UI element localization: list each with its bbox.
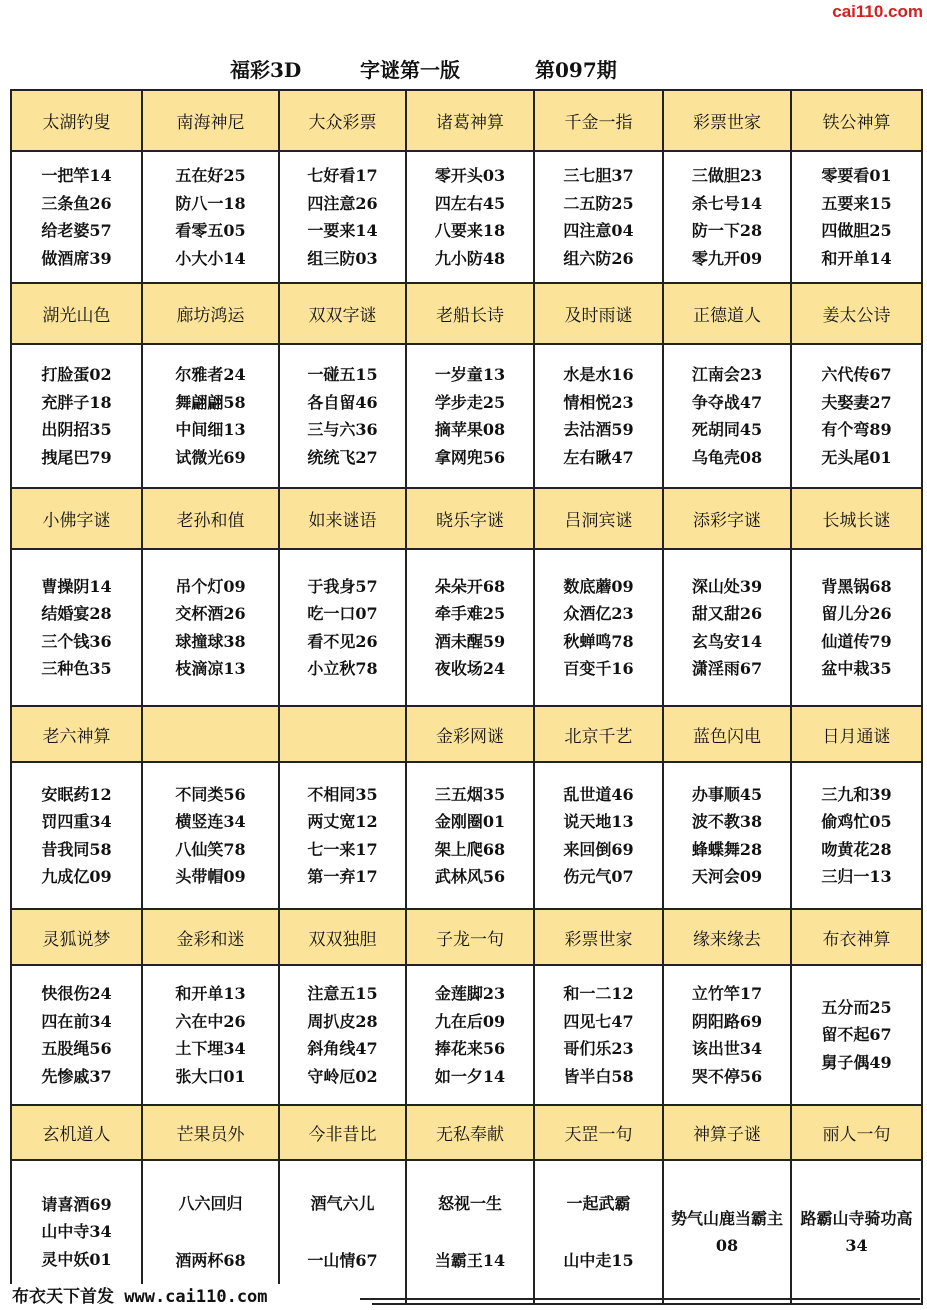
riddle-line: 学步走25: [434, 392, 506, 412]
riddle-line: 请喜酒69: [41, 1194, 112, 1214]
riddle-line: 拽尾巴79: [41, 447, 112, 467]
riddle-line: 乱世道46: [563, 784, 634, 804]
riddle-line: 和一二12: [563, 984, 634, 1003]
riddle-cell: [143, 966, 280, 1106]
riddle-line: 各自留46: [307, 392, 378, 412]
author-heading: 湖光山色: [12, 284, 143, 345]
riddle-cell: [407, 1161, 535, 1305]
riddle-line: 百变千16: [563, 659, 634, 678]
riddle-cell: [12, 345, 143, 489]
riddle-line: 曹操阴14: [41, 576, 112, 596]
riddle-line: 争夺战47: [691, 392, 763, 412]
riddle-line: 球撞球38: [175, 631, 246, 651]
riddle-cell: [143, 763, 280, 910]
riddle-line: 舞翩翩58: [175, 392, 246, 412]
riddle-cell: [664, 966, 792, 1106]
riddle-line: 不相同35: [307, 784, 378, 804]
riddle-line: 三做胆23: [691, 166, 763, 185]
riddle-table: [10, 89, 923, 1303]
riddle-line: 山中走15: [563, 1250, 634, 1270]
author-heading: 北京千艺: [535, 707, 664, 763]
riddle-line: 众酒亿23: [563, 604, 634, 623]
riddle-line: 于我身57: [307, 576, 378, 596]
author-heading: 千金一指: [535, 91, 664, 152]
riddle-cell: [664, 345, 792, 489]
riddle-line: 八要来18: [434, 221, 506, 240]
riddle-line: 数底蘑09: [563, 576, 634, 596]
riddle-line: 舅子偶49: [821, 1052, 892, 1072]
riddle-line: 金莲脚23: [434, 984, 506, 1003]
riddle-line: 先惨戚37: [41, 1066, 112, 1086]
riddle-line: 武林风56: [434, 867, 506, 886]
riddle-line: 五要来15: [821, 193, 892, 213]
riddle-cell: [535, 763, 664, 910]
riddle-line: 五在好25: [175, 166, 246, 185]
riddle-cell: [792, 550, 923, 707]
author-heading: 金彩和迷: [143, 910, 280, 966]
header-row: [12, 91, 923, 152]
riddle-cell: [280, 152, 407, 284]
riddle-line: 四在前34: [41, 1011, 112, 1031]
riddle-line: 怒视一生: [437, 1194, 502, 1213]
riddle-line: 三种色35: [41, 659, 112, 678]
riddle-line: 快很伤24: [41, 984, 112, 1003]
author-heading: 老孙和值: [143, 489, 280, 550]
riddle-line: 充胖子18: [41, 392, 112, 412]
header-row: [12, 707, 923, 763]
riddle-line: 四左右45: [434, 193, 506, 213]
riddle-row: [12, 763, 923, 910]
riddle-line: 四注意04: [563, 221, 634, 240]
riddle-line: 天河会09: [691, 867, 763, 886]
riddle-line: 说天地13: [563, 812, 634, 831]
riddle-line: 酒气六儿: [310, 1194, 375, 1213]
riddle-cell: [792, 966, 923, 1106]
riddle-line: 秋蝉鸣78: [563, 631, 634, 651]
riddle-cell: [143, 550, 280, 707]
author-heading: 小佛字谜: [12, 489, 143, 550]
riddle-line: 伤元气07: [563, 867, 634, 886]
riddle-line: 注意五15: [307, 984, 378, 1003]
riddle-line: 留儿分26: [821, 604, 892, 623]
riddle-cell: [792, 152, 923, 284]
author-heading: 吕洞宾谜: [535, 489, 664, 550]
riddle-line: 皆半白58: [563, 1066, 634, 1086]
author-heading: 神算子谜: [664, 1106, 792, 1161]
author-heading: 缘来缘去: [664, 910, 792, 966]
riddle-line: 零要看01: [821, 166, 892, 185]
riddle-line: 哥们乐23: [563, 1039, 634, 1058]
author-heading: 大众彩票: [280, 91, 407, 152]
riddle-line: 拿网兜56: [434, 447, 506, 467]
riddle-cell: [535, 152, 664, 284]
riddle-cell: [792, 345, 923, 489]
author-heading: 金彩网谜: [407, 707, 535, 763]
author-heading: 彩票世家: [535, 910, 664, 966]
author-heading: 布衣神算: [792, 910, 923, 966]
riddle-line: 组三防03: [307, 248, 378, 268]
riddle-cell: [535, 345, 664, 489]
riddle-line: 组六防26: [563, 248, 634, 268]
riddle-line: 八仙笑78: [175, 839, 246, 859]
riddle-line: 灵中妖01: [41, 1249, 112, 1269]
edition-title: 字谜第一版: [360, 58, 460, 82]
riddle-cell: [407, 550, 535, 707]
riddle-line: 留不起67: [821, 1025, 892, 1045]
footer-credit: 布衣天下首发 www.cai110.com: [0, 1284, 372, 1310]
author-heading: 无私奉献: [407, 1106, 535, 1161]
riddle-line: 吻黄花28: [821, 839, 892, 859]
riddle-line: 三归一13: [821, 867, 892, 886]
riddle-line: 看不见26: [307, 631, 378, 651]
riddle-line: 三条鱼26: [41, 193, 112, 213]
riddle-cell: [535, 1161, 664, 1305]
riddle-line: 三个钱36: [41, 631, 112, 651]
riddle-line: 尔雅者24: [175, 365, 246, 384]
author-heading: 诸葛神算: [407, 91, 535, 152]
riddle-line: 给老婆57: [41, 221, 112, 240]
riddle-line: 守岭厄02: [307, 1066, 378, 1086]
riddle-cell: [280, 550, 407, 707]
riddle-line: 去沽酒59: [563, 420, 634, 439]
riddle-line: 该出世34: [691, 1039, 763, 1058]
riddle-row: [12, 966, 923, 1106]
riddle-line: 当霸王14: [434, 1250, 506, 1270]
riddle-line: 夫娶妻27: [821, 392, 892, 412]
riddle-line: 一把竿14: [41, 166, 112, 185]
riddle-line: 一岁童13: [434, 365, 506, 384]
riddle-row: [12, 550, 923, 707]
riddle-line: 周扒皮28: [307, 1011, 378, 1031]
header-row: [12, 489, 923, 550]
riddle-line: 五分而25: [821, 997, 892, 1017]
riddle-line: 安眠药12: [41, 784, 112, 804]
riddle-line: 一起武霸: [566, 1194, 631, 1213]
header-row: [12, 1106, 923, 1161]
riddle-line: 情相悦23: [563, 392, 634, 412]
riddle-cell: [407, 152, 535, 284]
author-heading: 蓝色闪电: [664, 707, 792, 763]
riddle-cell: [664, 763, 792, 910]
riddle-line: 二五防25: [563, 193, 634, 213]
riddle-line: 有个弯89: [821, 420, 892, 439]
riddle-line: 朵朵开68: [434, 576, 506, 596]
author-heading: [143, 707, 280, 763]
riddle-line: 甜又甜26: [691, 604, 763, 623]
author-heading: 长城长谜: [792, 489, 923, 550]
riddle-line: 小大小14: [175, 248, 246, 268]
author-heading: 太湖钓叟: [12, 91, 143, 152]
author-heading: 天罡一句: [535, 1106, 664, 1161]
author-heading: 子龙一句: [407, 910, 535, 966]
riddle-line: 酒两杯68: [175, 1250, 246, 1270]
riddle-line: 摘苹果08: [434, 420, 506, 439]
riddle-line: 零开头03: [434, 166, 506, 185]
riddle-line: 斜角线47: [307, 1039, 378, 1058]
riddle-line: 六在中26: [175, 1011, 246, 1031]
riddle-line: 一要来14: [307, 221, 378, 240]
riddle-line: 玄鸟安14: [691, 631, 763, 651]
riddle-cell: [12, 550, 143, 707]
riddle-line: 夜收场24: [434, 659, 506, 678]
riddle-line: 杀七号14: [691, 193, 763, 213]
author-heading: 灵狐说梦: [12, 910, 143, 966]
riddle-line: 九成亿09: [41, 867, 112, 886]
riddle-line: 吊个灯09: [175, 576, 246, 596]
riddle-line: 试微光69: [175, 447, 246, 467]
riddle-line: 三五烟35: [434, 784, 506, 804]
author-heading: 如来谜语: [280, 489, 407, 550]
riddle-line: 盆中栽35: [821, 659, 892, 678]
riddle-cell: [535, 966, 664, 1106]
riddle-line: 架上爬68: [434, 839, 506, 859]
riddle-line: 昔我同58: [41, 839, 112, 859]
riddle-line: 四做胆25: [821, 221, 892, 240]
riddle-line: 波不教38: [691, 812, 763, 831]
author-heading: 双双字谜: [280, 284, 407, 345]
riddle-line: 不同类56: [175, 784, 246, 804]
header-row: [12, 284, 923, 345]
author-heading: 日月通谜: [792, 707, 923, 763]
riddle-line: 偷鸡忙05: [821, 812, 892, 831]
riddle-line: 打脸蛋02: [41, 365, 112, 384]
riddle-cell: [143, 152, 280, 284]
footer-divider: [360, 1298, 920, 1300]
riddle-line: 九小防48: [434, 248, 506, 268]
author-heading: 廊坊鸿运: [143, 284, 280, 345]
riddle-line: 酒未醒59: [434, 631, 506, 651]
riddle-line: 和开单14: [821, 248, 892, 268]
author-heading: 及时雨谜: [535, 284, 664, 345]
riddle-cell: [12, 763, 143, 910]
riddle-line: 七好看17: [307, 166, 378, 185]
author-heading: 彩票世家: [664, 91, 792, 152]
riddle-line: 无头尾01: [821, 447, 892, 467]
riddle-line: 张大口01: [175, 1066, 246, 1086]
riddle-cell: [280, 345, 407, 489]
riddle-line: 三九和39: [821, 784, 892, 804]
riddle-line: 阴阳路69: [691, 1011, 763, 1031]
author-heading: 丽人一句: [792, 1106, 923, 1161]
riddle-cell: [535, 550, 664, 707]
riddle-line: 中间细13: [175, 420, 246, 439]
riddle-line: 路霸山寺骑功高34: [800, 1209, 913, 1255]
issue-number: 第097期: [535, 58, 617, 82]
site-watermark: cai110.com: [832, 2, 923, 21]
riddle-line: 看零五05: [175, 221, 246, 240]
riddle-line: 七一来17: [307, 839, 378, 859]
riddle-line: 深山处39: [691, 576, 763, 596]
riddle-cell: [12, 152, 143, 284]
lottery-title: 福彩3D: [230, 58, 302, 82]
riddle-line: 交杯酒26: [175, 604, 246, 623]
riddle-line: 蜂蝶舞28: [691, 839, 763, 859]
page-header: [0, 50, 927, 86]
riddle-line: 六代传67: [821, 365, 892, 384]
riddle-line: 左右瞅47: [563, 447, 634, 467]
riddle-cell: [664, 152, 792, 284]
riddle-cell: [143, 345, 280, 489]
author-heading: 今非昔比: [280, 1106, 407, 1161]
riddle-line: 吃一口07: [307, 604, 378, 623]
author-heading: 铁公神算: [792, 91, 923, 152]
riddle-cell: [407, 763, 535, 910]
riddle-line: 统统飞27: [307, 447, 378, 467]
riddle-line: 四注意26: [307, 193, 378, 213]
author-heading: 玄机道人: [12, 1106, 143, 1161]
author-heading: 老船长诗: [407, 284, 535, 345]
riddle-line: 如一夕14: [434, 1066, 506, 1086]
riddle-line: 出阴招35: [41, 420, 112, 439]
riddle-line: 死胡同45: [691, 420, 763, 439]
riddle-line: 土下埋34: [175, 1039, 246, 1058]
author-heading: 南海神尼: [143, 91, 280, 152]
riddle-row: [12, 345, 923, 489]
riddle-line: 水是水16: [563, 365, 634, 384]
riddle-row: [12, 152, 923, 284]
riddle-cell: [12, 966, 143, 1106]
riddle-line: 头带帽09: [175, 867, 246, 886]
riddle-line: 枝滴凉13: [175, 659, 246, 678]
author-heading: 姜太公诗: [792, 284, 923, 345]
riddle-line: 山中寺34: [41, 1222, 112, 1242]
riddle-line: 零九开09: [691, 248, 763, 268]
riddle-line: 小立秋78: [307, 659, 378, 678]
riddle-line: 背黑锅68: [821, 576, 892, 596]
riddle-line: 四见七47: [563, 1011, 634, 1031]
riddle-cell: [792, 763, 923, 910]
riddle-cell: [664, 550, 792, 707]
riddle-line: 势气山鹿当霸主08: [670, 1209, 783, 1255]
riddle-line: 乌龟壳08: [691, 447, 763, 467]
riddle-line: 五股绳56: [41, 1039, 112, 1058]
riddle-line: 哭不停56: [691, 1066, 763, 1086]
riddle-line: 和开单13: [175, 984, 246, 1003]
riddle-line: 牵手难25: [434, 604, 506, 623]
header-row: [12, 910, 923, 966]
riddle-line: 三与六36: [307, 420, 378, 439]
riddle-cell: [792, 1161, 923, 1305]
riddle-line: 捧花来56: [434, 1039, 506, 1058]
riddle-line: 两丈宽12: [307, 812, 378, 831]
riddle-line: 仙道传79: [821, 631, 892, 651]
riddle-cell: [407, 966, 535, 1106]
riddle-line: 九在后09: [434, 1011, 506, 1031]
riddle-line: 办事顺45: [691, 784, 763, 804]
riddle-line: 横竖连34: [175, 812, 246, 831]
author-heading: 双双独胆: [280, 910, 407, 966]
riddle-line: 来回倒69: [563, 839, 634, 859]
author-heading: 老六神算: [12, 707, 143, 763]
riddle-line: 八六回归: [178, 1194, 243, 1213]
riddle-line: 三七胆37: [563, 166, 634, 185]
riddle-cell: [664, 1161, 792, 1305]
riddle-line: 立竹竿17: [691, 984, 763, 1003]
riddle-line: 防八一18: [175, 193, 246, 213]
riddle-line: 结婚宴28: [41, 604, 112, 623]
author-heading: 芒果员外: [143, 1106, 280, 1161]
riddle-cell: [280, 966, 407, 1106]
riddle-line: 潇淫雨67: [691, 659, 763, 678]
riddle-line: 一碰五15: [307, 365, 378, 384]
author-heading: 添彩字谜: [664, 489, 792, 550]
author-heading: 晓乐字谜: [407, 489, 535, 550]
riddle-line: 第一弃17: [307, 867, 378, 886]
riddle-line: 江南会23: [691, 365, 763, 384]
riddle-cell: [280, 763, 407, 910]
riddle-line: 防一下28: [691, 221, 763, 240]
author-heading: 正德道人: [664, 284, 792, 345]
riddle-cell: [407, 345, 535, 489]
riddle-line: 罚四重34: [41, 812, 112, 831]
riddle-line: 做酒席39: [41, 248, 112, 268]
author-heading: [280, 707, 407, 763]
riddle-line: 金刚圈01: [434, 812, 506, 831]
riddle-line: 一山情67: [307, 1250, 378, 1270]
